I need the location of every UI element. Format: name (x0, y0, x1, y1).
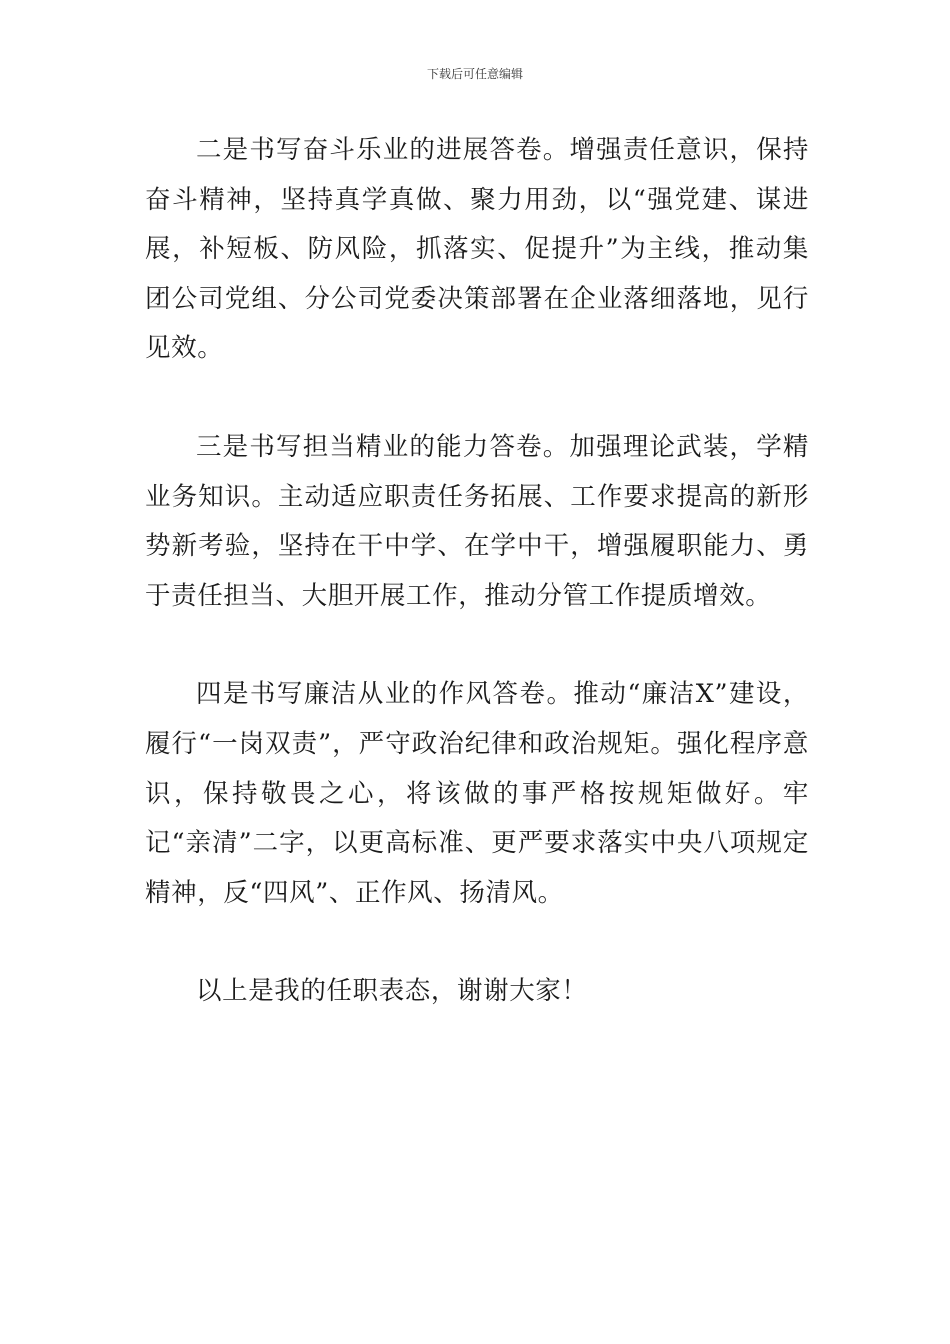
paragraph-2: 二是书写奋斗乐业的进展答卷。增强责任意识，保持奋斗精神，坚持真学真做、聚力用劲，以“强党建、谋进展，补短板、防风险，抓落实、促提升”为主线，推动集团公司党组、分公司党委决策部署在企业落细落地，见行见效。 (145, 135, 809, 364)
page-header: 下载后可任意编辑 (426, 67, 523, 81)
paragraph-closing: 以上是我的任职表态，谢谢大家！ (196, 976, 588, 1007)
document-body (145, 126, 809, 1017)
paragraph-3: 三是书写担当精业的能力答卷。加强理论武装，学精业务知识。主动适应职责任务拓展、工作要求提高的新形势新考验，坚持在干中学、在学中干，增强履职能力、勇于责任担当、大胆开展工作，推动分管工作提质增效。 (145, 431, 809, 611)
paragraph-4: 四是书写廉洁从业的作风答卷。推动“廉洁X”建设，履行“一岗双责”，严守政治纪律和政治规矩。强化程序意识，保持敬畏之心，将该做的事严格按规矩做好。牢记“亲清”二字，以更高标准、更严要求落实中央八项规定精神，反“四风”、正作风、扬清风。 (145, 679, 809, 908)
